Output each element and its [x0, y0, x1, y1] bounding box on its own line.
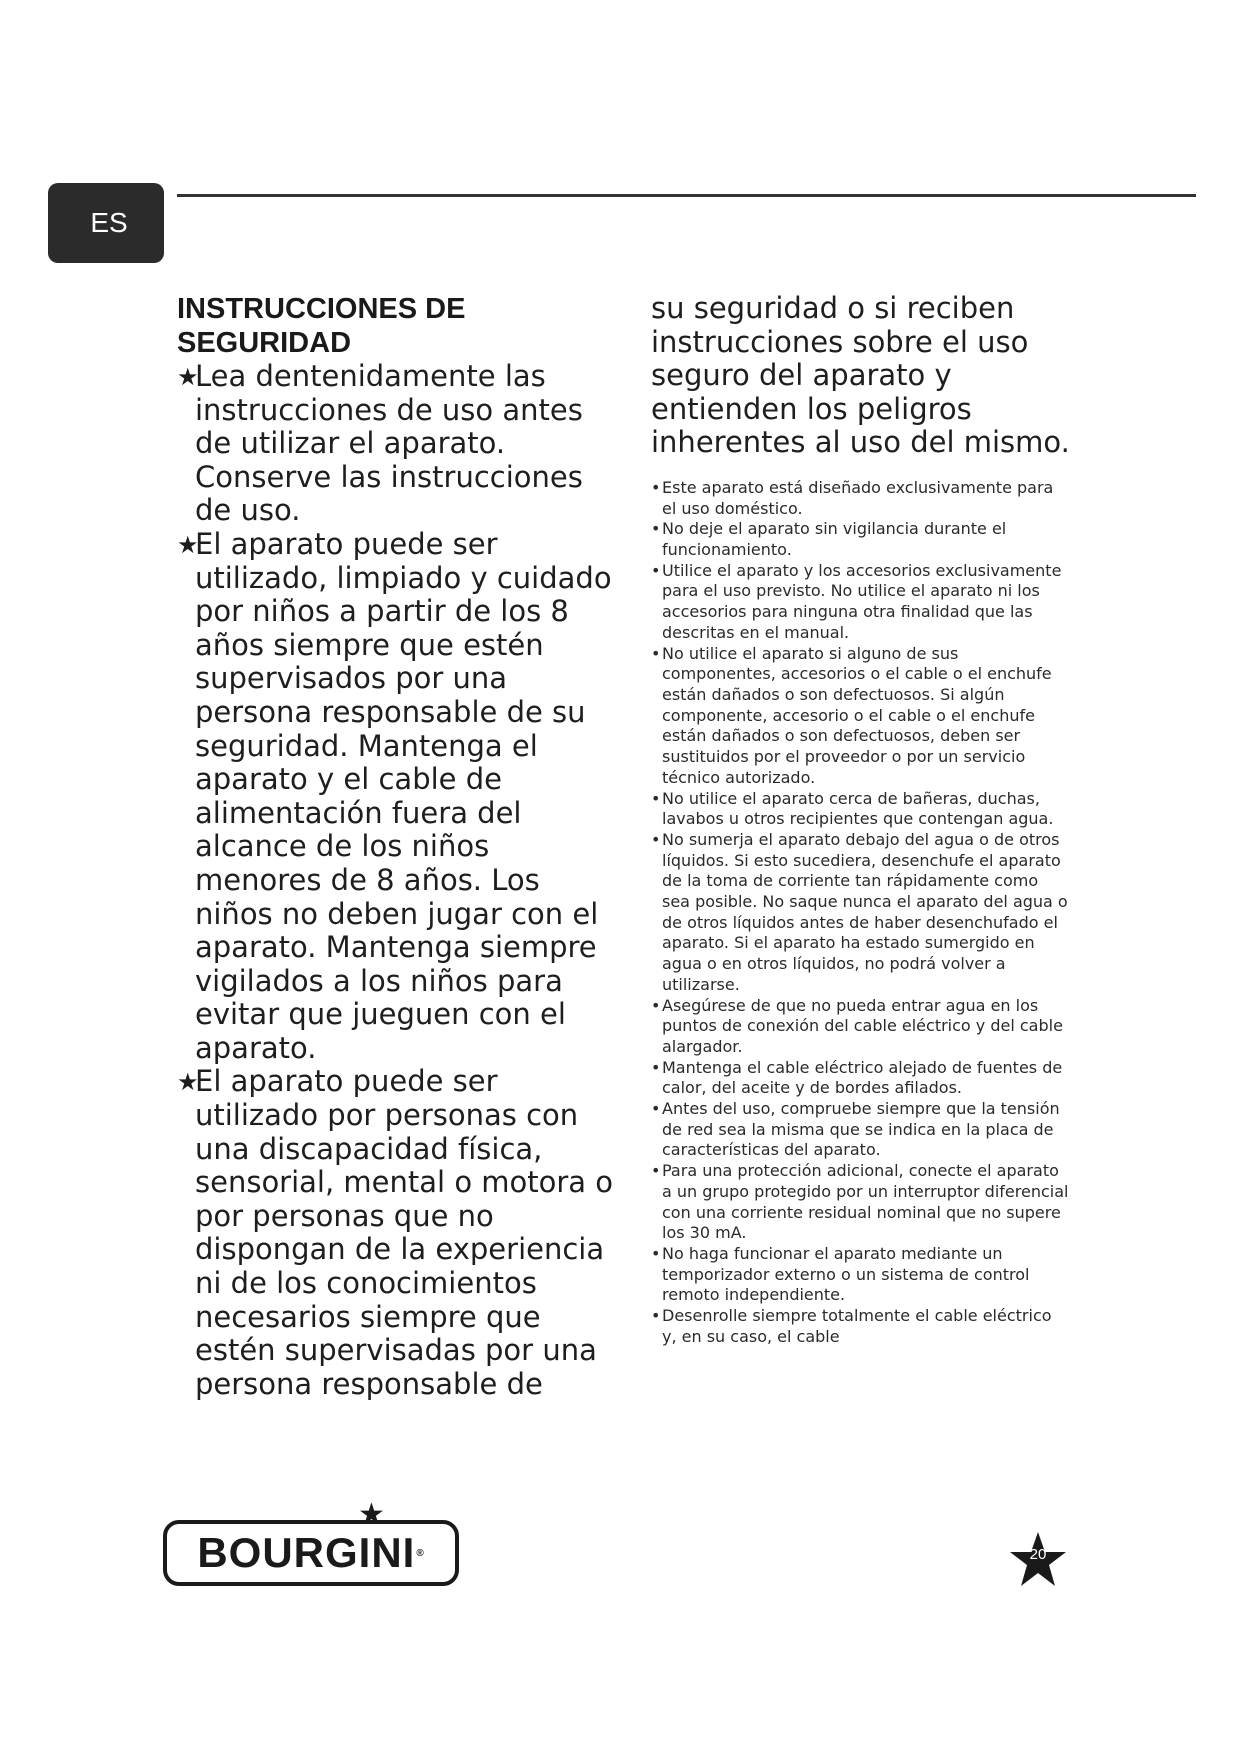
- list-item: [651, 519, 1071, 560]
- bullet-text: Utilice el aparato y los accesorios exclusivamente para el uso previsto. No utilice el aparato ni los accesorios para ninguna otra finalidad que las descritas en el manual.: [662, 560, 1062, 642]
- page-number-badge: [1008, 1530, 1068, 1590]
- continuation-text: su seguridad o si reciben instrucciones sobre el uso seguro del aparato y entienden los peligros inherentes al uso del mismo.: [651, 291, 1070, 460]
- safety-item-1: [177, 360, 617, 528]
- list-item: [651, 1058, 1071, 1099]
- list-item: [651, 1244, 1071, 1306]
- safety-item-text: El aparato puede ser utilizado, limpiado y cuidado por niños a partir de los 8 años siempre que estén supervisados por una persona responsable de su seguridad. Mantenga el aparato y el cable de alimentación fuera del alcance de los niños menores de 8 años. Los niños no deben jugar con el aparato. Mantenga siempre vigilados a los niños para evitar que jueguen con el aparato.: [195, 526, 612, 1065]
- list-item: [651, 996, 1071, 1058]
- safety-item-text: El aparato puede ser utilizado por personas con una discapacidad física, sensorial, mental o motora o por personas que no dispongan de la experiencia ni de los conocimientos necesarios siempre que estén supervisadas por una persona responsable de: [195, 1064, 614, 1401]
- section-title-line1: INSTRUCCIONES DE: [177, 293, 466, 325]
- bullet-text: No utilice el aparato cerca de bañeras, duchas, lavabos u otros recipientes que contengan agua.: [662, 788, 1054, 829]
- header-divider: [177, 194, 1196, 197]
- bullet-text: Asegúrese de que no pueda entrar agua en los puntos de conexión del cable eléctrico y del cable alargador.: [662, 995, 1063, 1056]
- logo-star-icon: ★: [358, 1497, 385, 1532]
- list-item: [651, 789, 1071, 830]
- list-item: [651, 478, 1071, 519]
- bullet-text: Desenrolle siempre totalmente el cable eléctrico y, en su caso, el cable: [662, 1306, 1052, 1346]
- bullet-text: No deje el aparato sin vigilancia durante el funcionamiento.: [662, 519, 1007, 560]
- list-item: [651, 561, 1071, 644]
- right-column: [651, 292, 1071, 1348]
- bullet-icon: •: [651, 1306, 661, 1326]
- brand-name: BOURGINI: [197, 1529, 416, 1576]
- bullet-icon: •: [651, 1243, 661, 1263]
- list-item: [651, 1306, 1071, 1347]
- safety-item-2: [177, 528, 617, 1066]
- page-number: 20: [1029, 1546, 1047, 1563]
- star-icon: ★: [177, 1068, 199, 1097]
- bullet-text: No haga funcionar el aparato mediante un temporizador externo o un sistema de control remoto independiente.: [662, 1243, 1030, 1305]
- bullet-icon: •: [651, 560, 661, 580]
- bullet-list: [651, 478, 1071, 1348]
- safety-item-3: [177, 1065, 617, 1401]
- bullet-text: Mantenga el cable eléctrico alejado de fuentes de calor, del aceite y de bordes afilados.: [662, 1057, 1063, 1098]
- bullet-icon: •: [651, 1099, 661, 1119]
- bullet-icon: •: [651, 643, 661, 663]
- star-icon: ★: [177, 530, 199, 559]
- bullet-text: No utilice el aparato si alguno de sus componentes, accesorios o el cable o el enchufe están dañados o son defectuosos. Si algún componente, accesorio o el cable o el enchufe están dañados o son defectuosos, deben ser sustituidos por el proveedor o por un servicio técnico autorizado.: [662, 643, 1052, 787]
- list-item: [651, 1161, 1071, 1244]
- bullet-icon: •: [651, 477, 661, 497]
- bullet-icon: •: [651, 829, 661, 849]
- star-icon: ★: [177, 363, 199, 391]
- bullet-icon: •: [651, 1057, 661, 1077]
- language-label: ES: [90, 207, 128, 238]
- section-title: [177, 292, 617, 360]
- bullet-icon: •: [651, 995, 661, 1015]
- language-tab: [48, 183, 164, 263]
- list-item: [651, 830, 1071, 996]
- bullet-icon: •: [651, 519, 661, 539]
- list-item: [651, 644, 1071, 789]
- list-item: [651, 1099, 1071, 1161]
- section-title-line2: SEGURIDAD: [177, 327, 352, 359]
- brand-logo: [163, 1520, 459, 1586]
- bullet-icon: •: [651, 788, 661, 808]
- left-column: [177, 292, 617, 1401]
- bullet-text: Para una protección adicional, conecte el aparato a un grupo protegido por un interruptor diferencial con una corriente residual nominal que no supere los 30 mA.: [662, 1161, 1069, 1243]
- safety-item-text: Lea dentenidamente las instrucciones de uso antes de utilizar el aparato. Conserve las instrucciones de uso.: [195, 359, 583, 528]
- bullet-text: No sumerja el aparato debajo del agua o de otros líquidos. Si esto sucediera, desenchufe el aparato de la toma de corriente tan rápidamente como sea posible. No saque nunca el aparato del agua o de otros líquidos antes de haber desenchufado el aparato. Si el aparato ha estado sumergido en agua o en otros líquidos, no podrá volver a utilizarse.: [662, 829, 1068, 994]
- bullet-text: Antes del uso, compruebe siempre que la tensión de red sea la misma que se indica en la placa de características del aparato.: [662, 1099, 1060, 1160]
- bullet-icon: •: [651, 1161, 661, 1181]
- registered-mark: ®: [416, 1547, 425, 1559]
- bullet-text: Este aparato está diseñado exclusivamente para el uso doméstico.: [662, 477, 1054, 518]
